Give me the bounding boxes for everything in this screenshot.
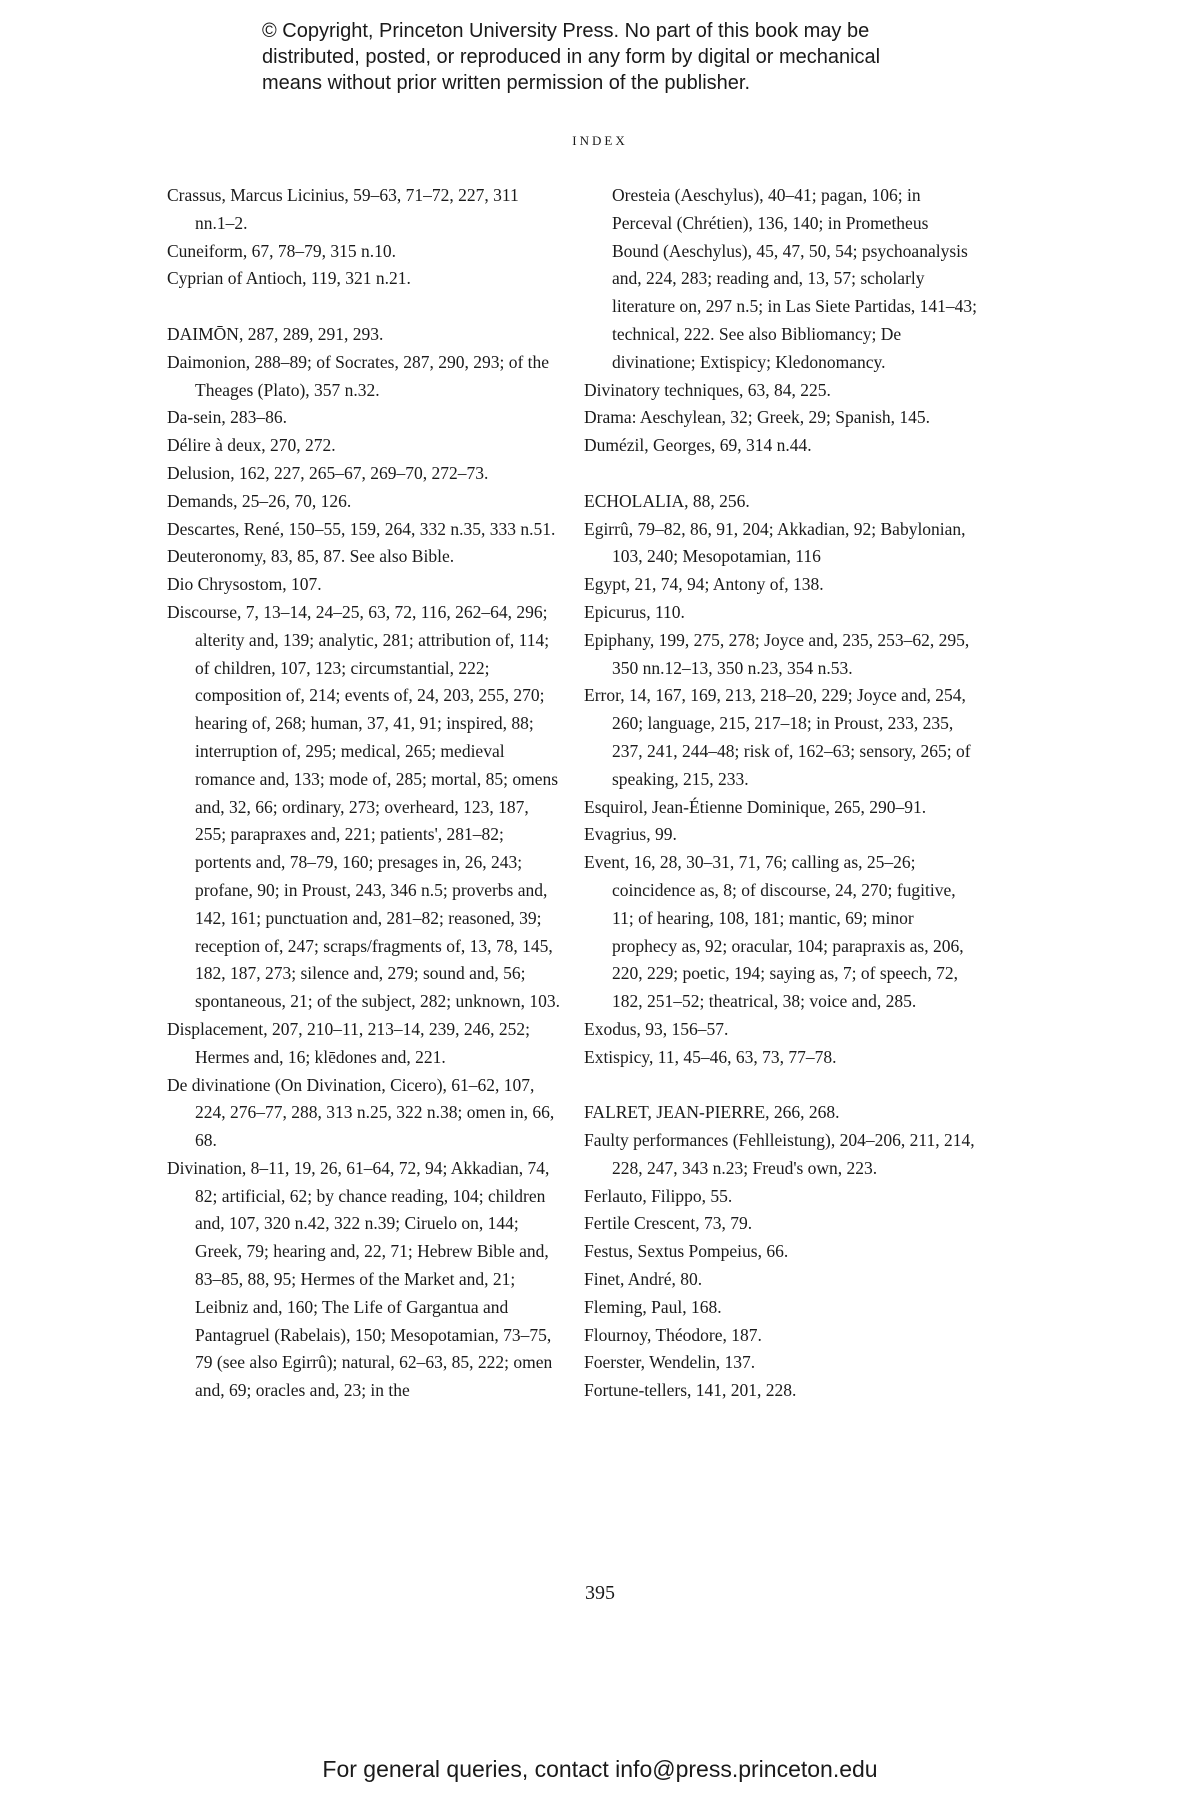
section-title: INDEX [572, 133, 628, 148]
index-entry: Discourse, 7, 13–14, 24–25, 63, 72, 116, 262–64, 296; alterity and, 139; analytic, 281; attribution of, 114; of children, 107, 123; circumstantial, 222; composition of, 214; events of, 24, 203, 255, 270; hearing of, 268; human, 37, 41, 91; inspired, 88; interruption of, 295; medical, 265; medieval romance and, 133; mode of, 285; mortal, 85; omens and, 32, 66; ordinary, 273; overheard, 123, 187, 255; parapraxes and, 221; patients', 281–82; portents and, 78–79, 160; presages in, 26, 243; profane, 90; in Proust, 243, 346 n.5; proverbs and, 142, 161; punctuation and, 281–82; reasoned, 39; reception of, 247; scraps/fragments of, 13, 78, 145, 182, 187, 273; silence and, 279; sound and, 56; spontaneous, 21; of the subject, 282; unknown, 103. [167, 601, 561, 1012]
index-entry-continued: Oresteia (Aeschylus), 40–41; pagan, 106; in Perceval (Chrétien), 136, 140; in Prometheus Bound (Aeschylus), 45, 47, 50, 54; psychoanalysis and, 224, 283; reading and, 13, 57; scholarly literature on, 297 n.5; in Las Siete Partidas, 141–43; technical, 222. See also Bibliomancy; De divinatione; Extispicy; Kledonomancy. [612, 185, 978, 372]
index-entry: Cuneiform, 67, 78–79, 315 n.10. [167, 240, 396, 261]
index-entry: Esquirol, Jean-Étienne Dominique, 265, 290–91. [584, 796, 927, 817]
index-entry: Drama: Aeschylean, 32; Greek, 29; Spanish, 145. [584, 407, 931, 428]
index-entry: Descartes, René, 150–55, 159, 264, 332 n.35, 333 n.51. [167, 518, 556, 539]
index-entry: Délire à deux, 270, 272. [167, 435, 336, 456]
index-entry: Dio Chrysostom, 107. [167, 574, 322, 595]
copyright-notice: © Copyright, Princeton University Press. No part of this book may be distributed, posted, or reproduced in any form by digital or mechanical means without prior written permission of the publisher. [262, 20, 881, 94]
index-entry: Fleming, Paul, 168. [584, 1296, 722, 1317]
index-entry: Epiphany, 199, 275, 278; Joyce and, 235, 253–62, 295, 350 nn.12–13, 350 n.23, 354 n.53. [584, 629, 970, 678]
page-number: 395 [585, 1582, 615, 1604]
letter-gap [584, 1072, 979, 1100]
index-entry: DAIMŌN, 287, 289, 291, 293. [167, 323, 384, 344]
index-entry: Error, 14, 167, 169, 213, 218–20, 229; Joyce and, 254, 260; language, 215, 217–18; in Proust, 233, 235, 237, 241, 244–48; risk of, 162–63; sensory, 265; of speaking, 215, 233. [584, 685, 971, 789]
index-entry: Daimonion, 288–89; of Socrates, 287, 290, 293; of the Theages (Plato), 357 n.32. [167, 351, 550, 400]
letter-gap [167, 293, 562, 321]
index-entry: Evagrius, 99. [584, 824, 677, 845]
index-entry: Egirrû, 79–82, 86, 91, 204; Akkadian, 92; Babylonian, 103, 240; Mesopotamian, 116 [584, 518, 966, 567]
index-entry: Dumézil, Georges, 69, 314 n.44. [584, 435, 812, 456]
index-entry: Displacement, 207, 210–11, 213–14, 239, 246, 252; Hermes and, 16; klēdones and, 221. [167, 1018, 530, 1067]
index-entry: Foerster, Wendelin, 137. [584, 1352, 756, 1373]
index-entry: ECHOLALIA, 88, 256. [584, 490, 750, 511]
index-entry: Event, 16, 28, 30–31, 71, 76; calling as, 25–26; coincidence as, 8; of discourse, 24, 270; fugitive, 11; of hearing, 108, 181; mantic, 69; minor prophecy as, 92; oracular, 104; parapraxis as, 206, 220, 229; poetic, 194; saying as, 7; of speech, 72, 182, 251–52; theatrical, 38; voice and, 285. [584, 852, 964, 1012]
index-entry: Fertile Crescent, 73, 79. [584, 1213, 753, 1234]
index-entry: Finet, André, 80. [584, 1269, 703, 1290]
index-entry: Fortune-tellers, 141, 201, 228. [584, 1380, 797, 1401]
index-entry: Epicurus, 110. [584, 601, 685, 622]
index-entry: Da-sein, 283–86. [167, 407, 288, 428]
index-entry: Deuteronomy, 83, 85, 87. See also Bible. [167, 546, 455, 567]
index-column-right [584, 182, 979, 1405]
footer-contact: For general queries, contact info@press.princeton.edu [322, 1756, 878, 1782]
index-entry: Faulty performances (Fehlleistung), 204–206, 211, 214, 228, 247, 343 n.23; Freud's own, 223. [584, 1130, 975, 1178]
index-entry: Egypt, 21, 74, 94; Antony of, 138. [584, 574, 824, 595]
index-entry: Cyprian of Antioch, 119, 321 n.21. [167, 268, 411, 289]
index-entry: Exodus, 93, 156–57. [584, 1018, 729, 1039]
index-entry: Ferlauto, Filippo, 55. [584, 1185, 733, 1206]
index-entry: De divinatione (On Divination, Cicero), 61–62, 107, 224, 276–77, 288, 313 n.25, 322 n.38; omen in, 66, 68. [167, 1074, 555, 1151]
index-entry: Divination, 8–11, 19, 26, 61–64, 72, 94; Akkadian, 74, 82; artificial, 62; by chance reading, 104; children and, 107, 320 n.42, 322 n.39; Ciruelo on, 144; Greek, 79; hearing and, 22, 71; Hebrew Bible and, 83–85, 88, 95; Hermes of the Market and, 21; Leibniz and, 160; The Life of Gargantua and Pantagruel (Rabelais), 150; Mesopotamian, 73–75, 79 (see also Egirrû); natural, 62–63, 85, 222; omen and, 69; oracles and, 23; in the [167, 1157, 553, 1401]
index-entry: Demands, 25–26, 70, 126. [167, 490, 352, 511]
index-entry: Divinatory techniques, 63, 84, 225. [584, 379, 831, 400]
index-entry: Festus, Sextus Pompeius, 66. [584, 1241, 789, 1262]
index-entry: Crassus, Marcus Licinius, 59–63, 71–72, 227, 311 nn.1–2. [167, 185, 519, 233]
index-entry: Delusion, 162, 227, 265–67, 269–70, 272–73. [167, 462, 489, 483]
index-column-left [167, 182, 562, 1405]
index-entry: FALRET, JEAN-PIERRE, 266, 268. [584, 1102, 840, 1123]
index-entry: Flournoy, Théodore, 187. [584, 1324, 762, 1345]
index-entry: Extispicy, 11, 45–46, 63, 73, 77–78. [584, 1046, 837, 1067]
letter-gap [584, 460, 979, 488]
